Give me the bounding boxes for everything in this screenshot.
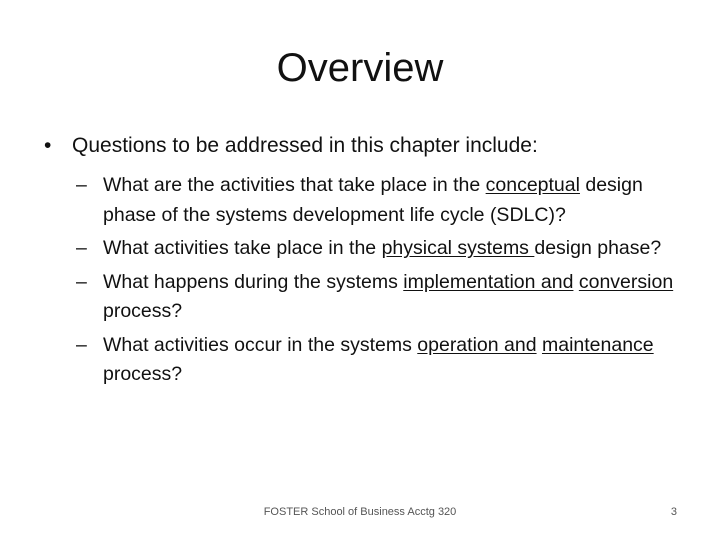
slide-title: Overview bbox=[276, 46, 444, 90]
dash-icon: – bbox=[76, 333, 87, 356]
dash-icon: – bbox=[76, 270, 87, 293]
dash-icon: – bbox=[76, 174, 87, 196]
dash-icon: – bbox=[76, 237, 87, 259]
sub-bullet: – What are the activities that take place in the conceptual design phase of the systems development life cycle (SDLC)? bbox=[76, 171, 676, 230]
bullet-dot-icon: • bbox=[44, 134, 52, 157]
sub-bullet-list bbox=[76, 171, 676, 394]
main-bullet-text: Questions to be addressed in this chapter include: bbox=[72, 134, 538, 157]
sub-bullet: – What happens during the systems implementation and conversion process? bbox=[76, 268, 676, 327]
sub-bullet: – What activities occur in the systems operation and maintenance process? bbox=[76, 331, 676, 390]
page-number: 3 bbox=[670, 506, 677, 518]
sub-bullet: – What activities take place in the physical systems design phase? bbox=[76, 234, 676, 264]
slide-footer: FOSTER School of Business Acctg 320 bbox=[263, 506, 457, 518]
